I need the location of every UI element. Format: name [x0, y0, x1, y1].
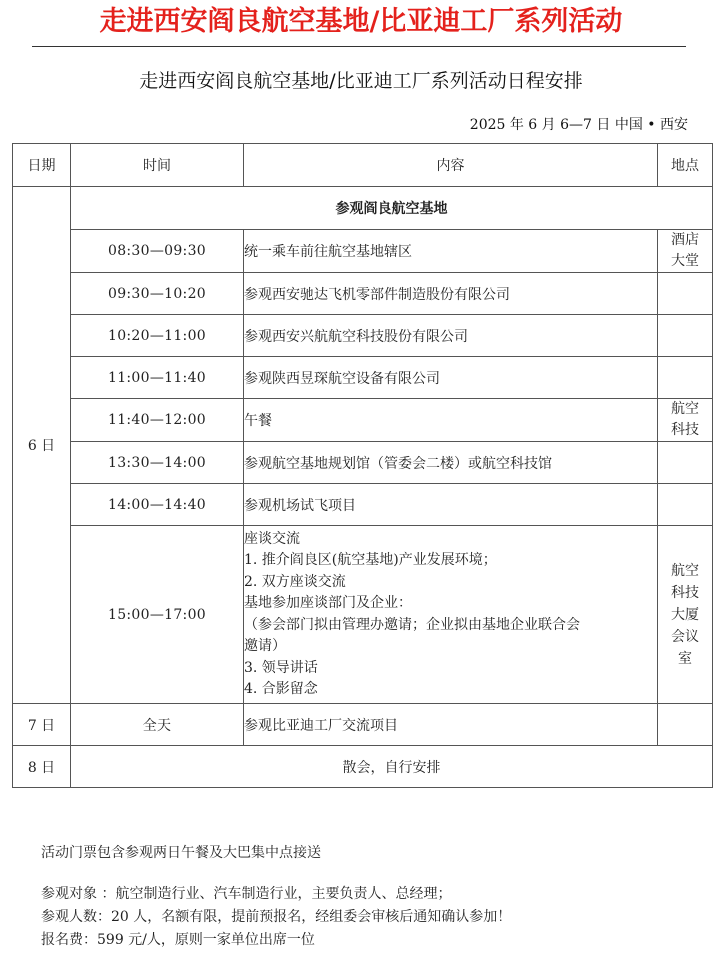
- table-row-day8: [13, 746, 713, 788]
- header-time: 时间: [71, 144, 244, 187]
- place-cell: [658, 273, 713, 315]
- table-row-day7: [13, 704, 713, 746]
- meeting-line: 4. 合影留念: [244, 681, 318, 697]
- meeting-line: （参会部门拟由管理办邀请；企业拟由基地企业联合会: [244, 616, 580, 633]
- content-cell: 参观航空基地规划馆（管委会二楼）或航空科技馆: [244, 442, 658, 484]
- meeting-line: 基地参加座谈部门及企业：: [244, 595, 412, 611]
- date-location: 2025 年 6 月 6—7 日 中国 • 西安: [469, 117, 688, 133]
- time-cell: 11:00—11:40: [71, 357, 244, 399]
- time-cell: 14:00—14:40: [71, 484, 244, 526]
- content-cell: 参观比亚迪工厂交流项目: [244, 704, 658, 746]
- time-cell: 13:30—14:00: [71, 442, 244, 484]
- section-row: [13, 187, 713, 230]
- place-text: 航空科技大厦会议室: [671, 562, 699, 667]
- meeting-content-cell: [244, 526, 658, 704]
- header-content: 内容: [244, 144, 658, 187]
- header-place: 地点: [658, 144, 713, 187]
- place-cell: [658, 704, 713, 746]
- note-fee: 报名费：599 元/人，原则一家单位出席一位: [41, 932, 315, 948]
- table-row: [13, 484, 713, 526]
- time-cell: 08:30—09:30: [71, 230, 244, 273]
- table-row: [13, 357, 713, 399]
- table-row: [13, 399, 713, 442]
- content-cell: 参观西安驰达飞机零部件制造股份有限公司: [244, 273, 658, 315]
- meeting-line: 座谈交流: [244, 530, 300, 547]
- note-ticket: 活动门票包含参观两日午餐及大巴集中点接送: [41, 845, 321, 861]
- time-cell: 11:40—12:00: [71, 399, 244, 442]
- place-cell: [658, 399, 713, 442]
- place-text: 酒店大堂: [671, 232, 699, 269]
- table-row: [13, 230, 713, 273]
- content-cell: 参观机场试飞项目: [244, 484, 658, 526]
- meeting-line: 2. 双方座谈交流: [244, 573, 346, 590]
- note-count: 参观人数：20 人，名额有限，提前预报名，经组委会审核后通知确认参加！: [41, 909, 512, 925]
- note-audience: 参观对象 ：航空制造行业、汽车制造行业，主要负责人、总经理；: [41, 886, 452, 902]
- place-text: 航空科技: [671, 401, 699, 438]
- banner-divider: [32, 46, 686, 47]
- place-cell: [658, 315, 713, 357]
- header-day: 日期: [13, 144, 71, 187]
- day-cell-7: 7 日: [13, 704, 71, 746]
- time-cell: 10:20—11:00: [71, 315, 244, 357]
- meeting-line: 1. 推介阎良区(航空基地)产业发展环境；: [244, 552, 497, 568]
- meeting-row: [13, 526, 713, 704]
- content-cell: 参观西安兴航航空科技股份有限公司: [244, 315, 658, 357]
- time-cell: 09:30—10:20: [71, 273, 244, 315]
- place-cell: [658, 526, 713, 704]
- place-cell: [658, 484, 713, 526]
- banner-title: 走进西安阎良航空基地/比亚迪工厂系列活动: [99, 6, 623, 37]
- schedule-table: [12, 143, 713, 788]
- place-cell: [658, 442, 713, 484]
- table-row: [13, 273, 713, 315]
- meeting-line: 3. 领导讲话: [244, 659, 318, 676]
- content-cell: 午餐: [244, 399, 658, 442]
- day-cell-8: 8 日: [13, 746, 71, 788]
- table-row: [13, 315, 713, 357]
- schedule-subtitle: 走进西安阎良航空基地/比亚迪工厂系列活动日程安排: [139, 70, 583, 92]
- table-row: [13, 442, 713, 484]
- content-cell: 参观陕西昱琛航空设备有限公司: [244, 357, 658, 399]
- meeting-line: 邀请）: [244, 638, 286, 654]
- section-title: 参观阎良航空基地: [71, 187, 713, 230]
- place-cell: [658, 357, 713, 399]
- content-cell: 散会，自行安排: [71, 746, 713, 788]
- table-header-row: [13, 144, 713, 187]
- time-cell: 全天: [71, 704, 244, 746]
- place-cell: [658, 230, 713, 273]
- time-cell: 15:00—17:00: [71, 526, 244, 704]
- content-cell: 统一乘车前往航空基地辖区: [244, 230, 658, 273]
- day-cell-6: 6 日: [13, 187, 71, 704]
